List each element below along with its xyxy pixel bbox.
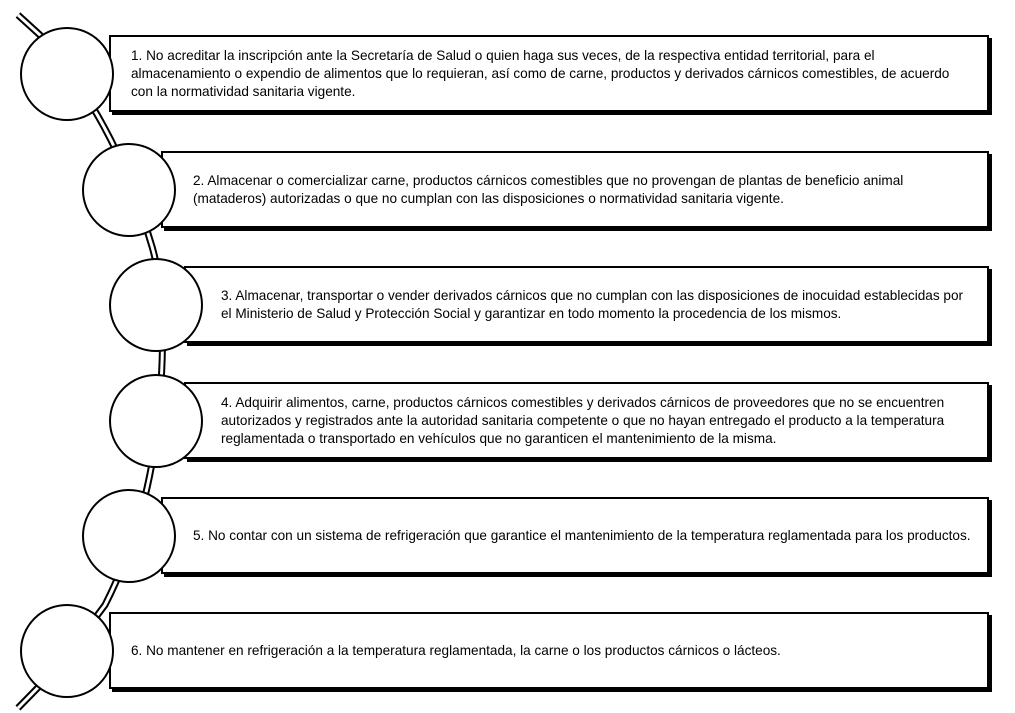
timeline-item-5-box: [161, 497, 989, 574]
timeline-item-1-text: 1. No acreditar la inscripción ante la Secretaría de Salud o quien haga sus veces, de la respectiva entidad territorial, para el almacenamiento o expendio de alimentos que lo requieran, así como de carne, productos y derivados cárnicos comestibles, de acuerdo con la normatividad sanitaria vigente.: [131, 47, 950, 99]
timeline-item-4-box: [184, 382, 989, 459]
timeline-item-3-circle: [109, 258, 203, 352]
timeline-item-2-box: [161, 151, 989, 228]
timeline-item-2-circle: [82, 143, 176, 237]
timeline-item-1-box: [109, 35, 989, 112]
timeline-item-6-box: [109, 612, 989, 689]
timeline-item-1-circle: [20, 27, 114, 121]
timeline-item-6-circle: [20, 604, 114, 698]
timeline-item-3-text: 3. Almacenar, transportar o vender derivados cárnicos que no cumplan con las disposiciones de inocuidad establecidas por el Ministerio de Salud y Protección Social y garantizar en todo momento la procedencia de los mismos.: [221, 287, 964, 321]
timeline-item-5-text: 5. No contar con un sistema de refrigeración que garantice el mantenimiento de la temperatura reglamentada para los productos.: [193, 527, 971, 543]
timeline-item-5-circle: [82, 489, 176, 583]
timeline-item-3-box: [184, 266, 989, 343]
timeline-item-6-text: 6. No mantener en refrigeración a la temperatura reglamentada, la carne o los productos cárnicos o lácteos.: [131, 642, 781, 658]
timeline-item-2-text: 2. Almacenar o comercializar carne, productos cárnicos comestibles que no provengan de plantas de beneficio animal (mataderos) autorizadas o que no cumplan con las disposiciones o normatividad sanitaria vigente.: [193, 172, 904, 206]
timeline-item-4-text: 4. Adquirir alimentos, carne, productos cárnicos comestibles y derivados cárnicos de proveedores que no se encuentren autorizados y registrados ante la autoridad sanitaria competente o que no hayan entregado el producto a la temperatura reglamentada o transportado en vehículos que no garanticen el mantenimiento de la misma.: [221, 394, 945, 446]
timeline-item-4-circle: [109, 374, 203, 468]
